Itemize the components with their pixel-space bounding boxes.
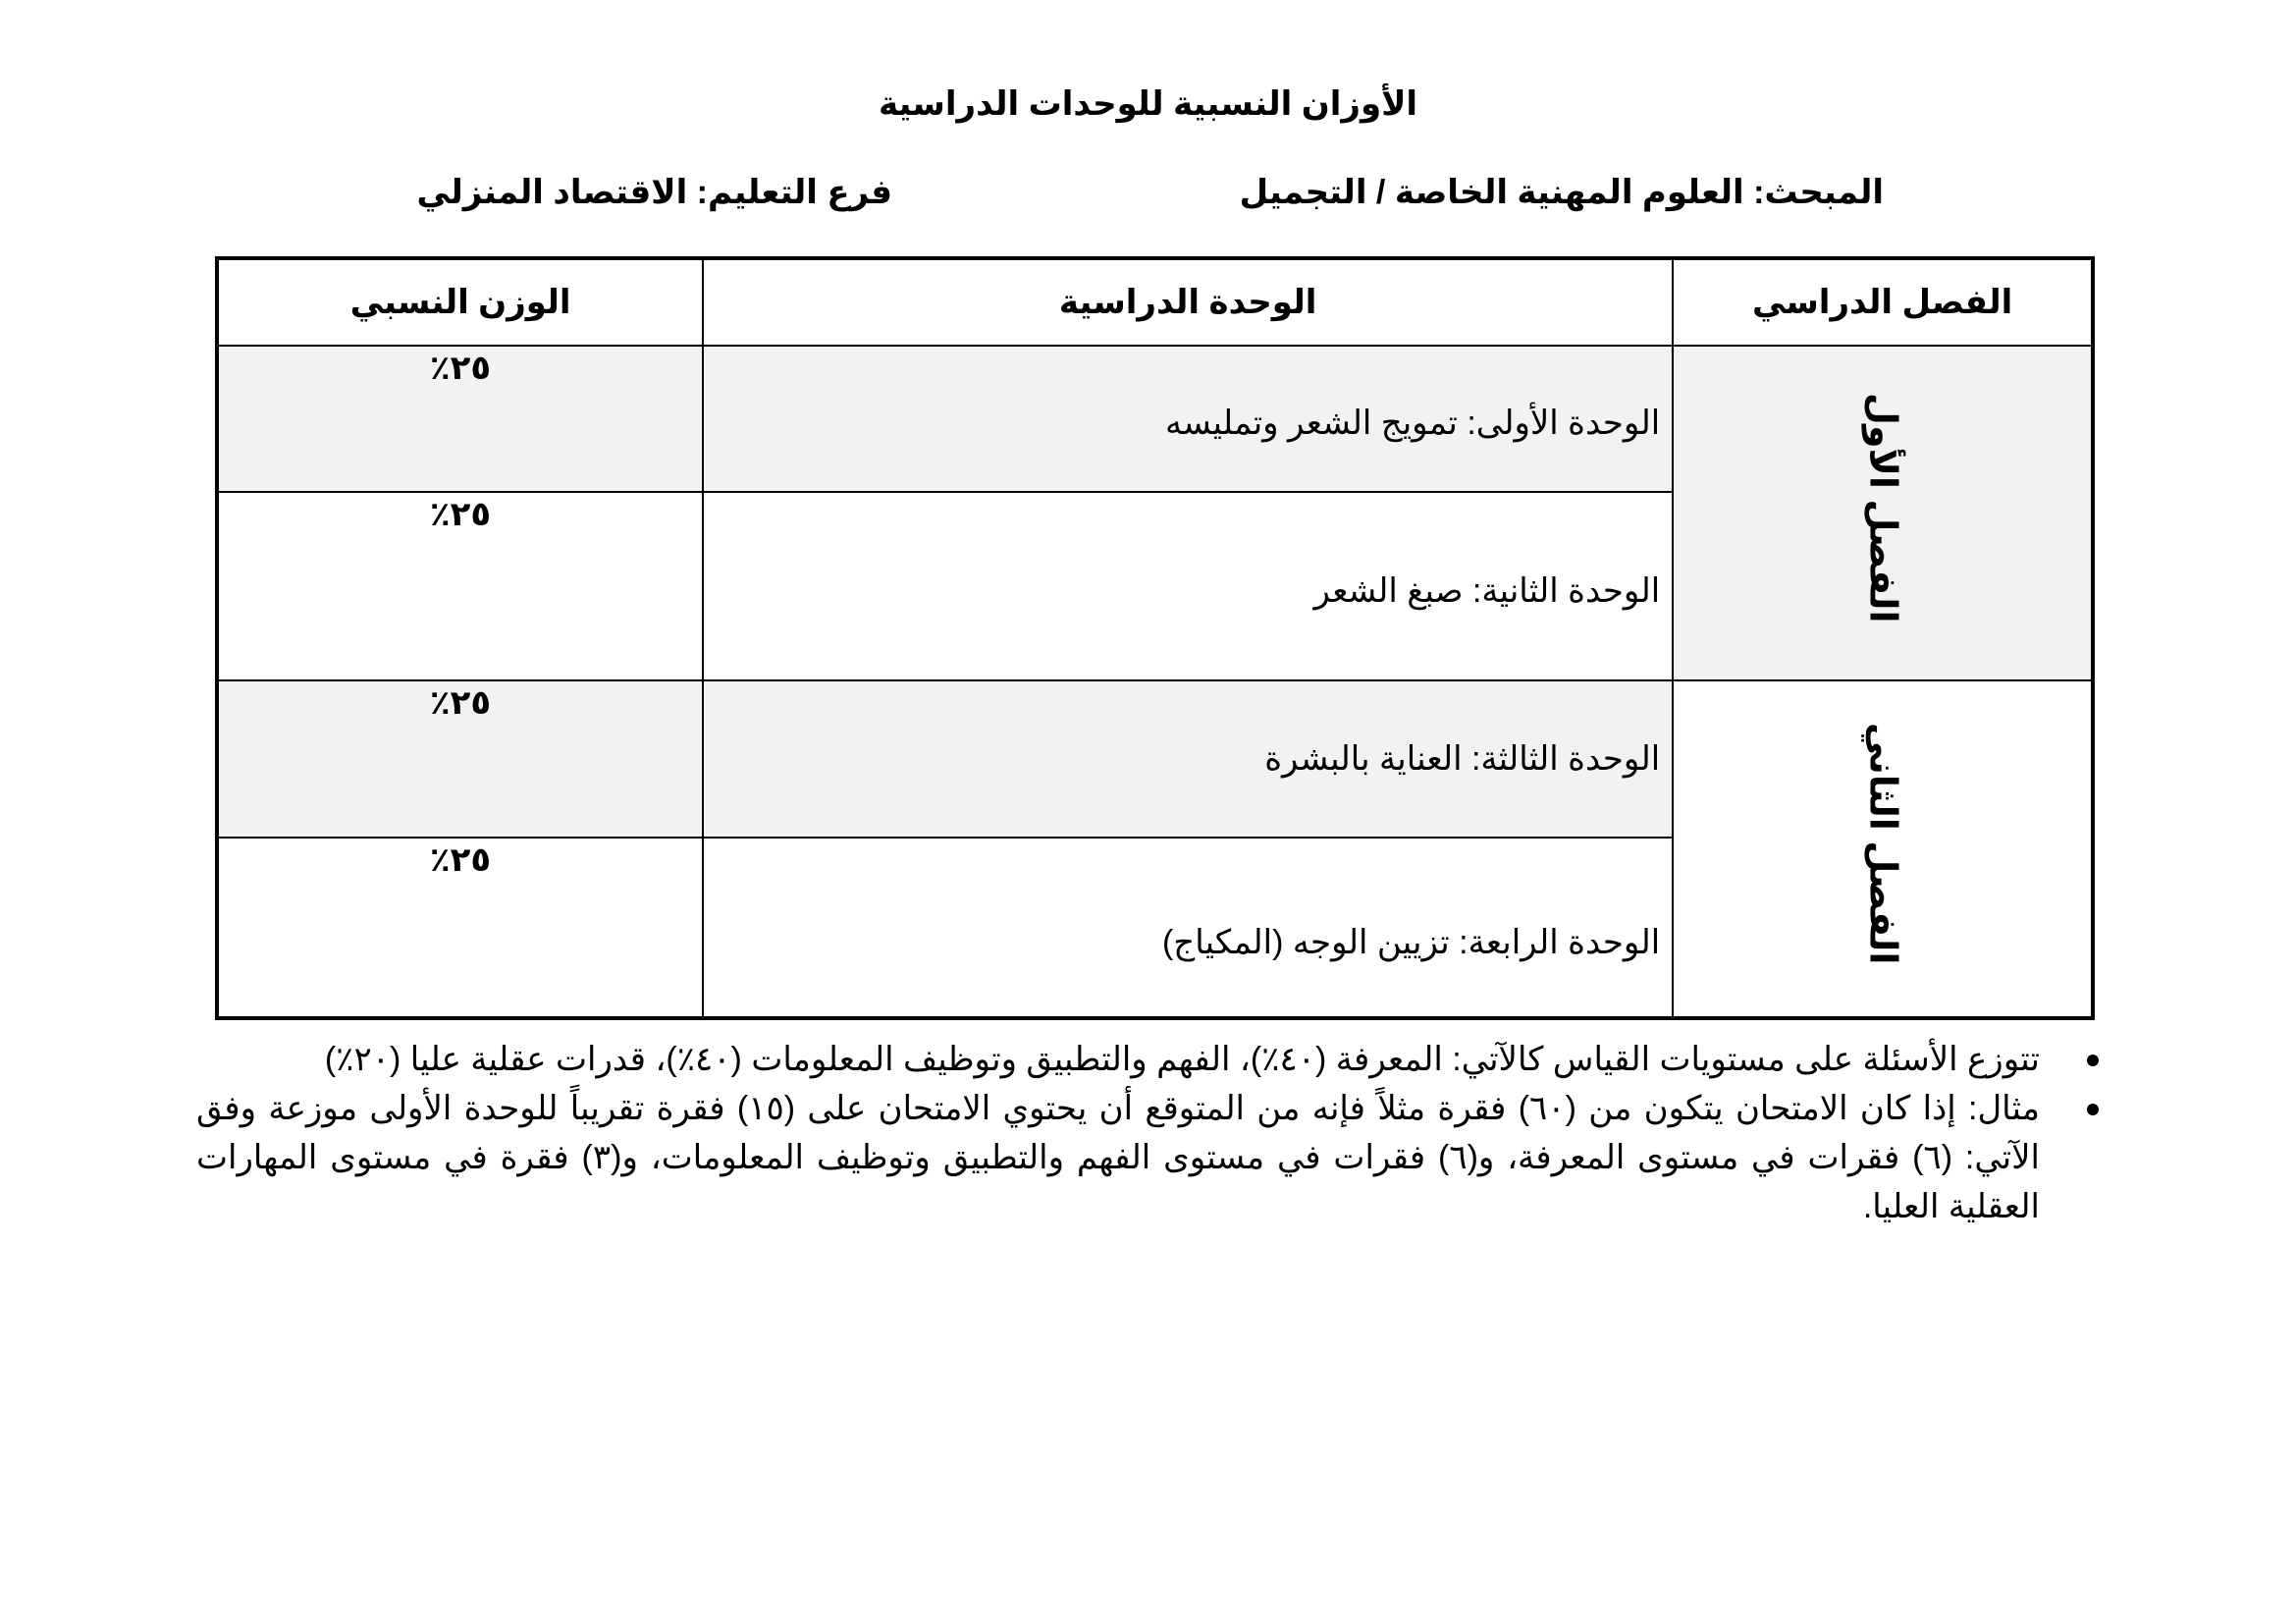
table-row xyxy=(217,346,2093,492)
unit-cell: الوحدة الأولى: تمويج الشعر وتمليسه xyxy=(703,346,1673,492)
header-term: الفصل الدراسي xyxy=(1673,258,2093,346)
header-unit: الوحدة الدراسية xyxy=(703,258,1673,346)
relative-weights-table xyxy=(215,256,2095,1020)
table-header-row xyxy=(217,258,2093,346)
note-text: مثال: إذا كان الامتحان يتكون من (٦٠) فقرة مثلاً فإنه من المتوقع أن يحتوي الامتحان على (١٥) فقرة تقريباً للوحدة الأولى موزعة وفق الآتي: (٦) فقرات في مستوى المعرفة، و(٦) فقرات في مستوى الفهم والتطبيق وتوظيف المعلومات، و(٣) فقرة في مستوى المهارات العقلية العليا. xyxy=(196,1090,2040,1225)
subject-label: المبحث: العلوم المهنية الخاصة / التجميل xyxy=(1239,174,1884,211)
branch-label: فرع التعليم: الاقتصاد المنزلي xyxy=(416,174,892,211)
weight-cell: ٪٢٥ xyxy=(217,346,703,492)
unit-cell: الوحدة الرابعة: تزيين الوجه (المكياج) xyxy=(703,838,1673,1018)
term-cell-second xyxy=(1673,680,2093,1018)
table-row xyxy=(217,680,2093,838)
unit-cell: الوحدة الثانية: صبغ الشعر xyxy=(703,492,1673,680)
list-item xyxy=(196,1084,2073,1231)
notes-list xyxy=(196,1035,2073,1231)
term-cell-first xyxy=(1673,346,2093,680)
header-weight: الوزن النسبي xyxy=(217,258,703,346)
term-label-second: الفصل الثاني xyxy=(1861,722,1903,965)
bullet-icon xyxy=(2087,1055,2099,1066)
weight-cell: ٪٢٥ xyxy=(217,492,703,680)
note-text: تتوزع الأسئلة على مستويات القياس كالآتي: المعرفة (٤٠٪)، الفهم والتطبيق وتوظيف المعلومات (٤٠٪)، قدرات عقلية عليا (٢٠٪) xyxy=(324,1041,2040,1078)
page-title: الأوزان النسبية للوحدات الدراسية xyxy=(878,85,1418,123)
list-item xyxy=(196,1035,2073,1084)
bullet-icon xyxy=(2087,1104,2099,1115)
term-label-first: الفصل الأول xyxy=(1861,392,1903,623)
weight-cell: ٪٢٥ xyxy=(217,838,703,1018)
weight-cell: ٪٢٥ xyxy=(217,680,703,838)
unit-cell: الوحدة الثالثة: العناية بالبشرة xyxy=(703,680,1673,838)
